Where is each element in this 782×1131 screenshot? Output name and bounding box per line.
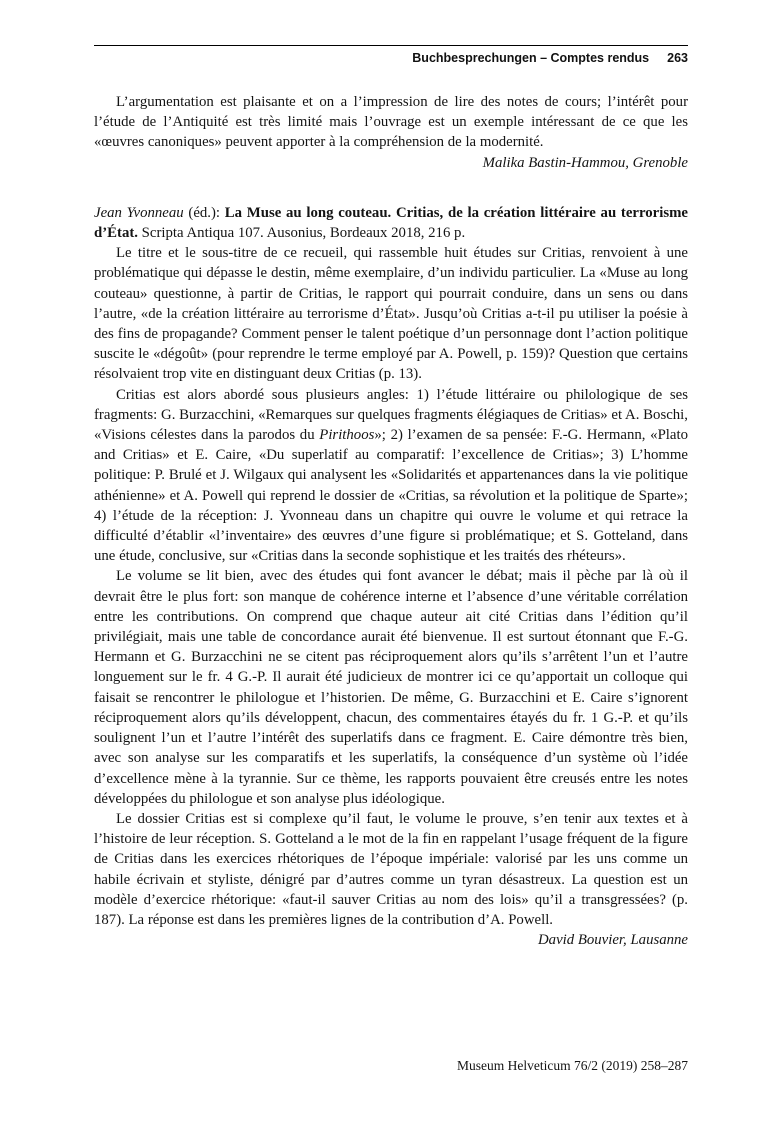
review-paragraph (94, 243, 688, 384)
journal-citation: Museum Helveticum 76/2 (2019) 258–287 (457, 1058, 688, 1073)
text-run: Jean Yvonneau (94, 204, 184, 221)
header-rule (94, 45, 688, 46)
page-content (94, 92, 688, 950)
text-run: Critias est alors abordé sous plusieurs angles: 1) l’étude littéraire ou philologique de ses fragments: G. Burzacchini, «Remarques sur quelques fragments élégiaques de Critias» et A. Boschi, «Visions célestes dans la parodos du (94, 386, 688, 444)
review-body (94, 243, 688, 930)
review-paragraph (94, 809, 688, 930)
review-attribution: David Bouvier, Lausanne (537, 932, 688, 949)
text-run: (éd.): (183, 204, 225, 221)
text-run: Pirithoos (319, 427, 375, 444)
text-run: Scripta Antiqua 107. Ausonius, Bordeaux 2018, 216 p. (137, 225, 466, 242)
text-run: Le volume se lit bien, avec des études qui font avancer le débat; mais il pèche par là où il devrait être le plus fort: son manque de cohérence interne et l’absence d’une véritable corrélation entre les contributions. On comprend que chaque auteur ait cité Critias dans l’édition qu’il privilégiait, mais une table de concordance aurait été bienvenue. Il est surtout étonnant que F.-G. Hermann et G. Burzacchini ne se citent pas réciproquement alors qu’ils s’arrêtent l’un et l’autre longuement sur le fr. 4 G.-P. Il aurait été judicieux de montrer ici ce qu’apportait un colloque qui faisait se rencontrer le philologue et l’historien. De même, G. Burzacchini et E. Caire s’ignorent réciproquement alors qu’ils développent, chacun, des commentaires étayés du fr. 1 G.-P. et qu’ils soulignent l’un et l’autre l’intérêt des superlatifs dans ce fragment. E. Caire démontre très bien, avec son analyse sur les comparatifs et les superlatifs, la conséquence d’un système où l’idée d’excellence mène à la tyrannie. Sur ce thème, les rapports pouvaient être creusés entre les notes développées du philologue et son analyse plus idéologique. (94, 568, 688, 807)
page-header (94, 45, 688, 66)
page-number: 263 (667, 51, 688, 65)
running-head-line (94, 51, 688, 66)
text-run: Le titre et le sous-titre de ce recueil, qui rassemble huit études sur Critias, renvoient à une problématique qui dépasse le destin, même exemplaire, d’un individu particulier. La «Muse au long couteau» questionne, à partir de Critias, le rapport qui pourrait conduire, dans un sens ou dans l’autre, «de la création littéraire au terrorisme d’État». Jusqu’où Critias a-t-il pu utiliser la poésie à des fins de propagande? Comment penser le talent poétique d’un personnage dont l’action politique suscite le «dégoût» (pour reprendre le terme employé par A. Powell, p. 159)? Question que certains résolvaient trop vite en distinguant deux Critias (p. 13). (94, 245, 688, 383)
text-run: Le dossier Critias est si complexe qu’il faut, le volume le prouve, s’en tenir aux textes et à l’histoire de leur réception. S. Gotteland a le mot de la fin en rappelant l’usage fréquent de la figure de Critias dans les exercices rhétoriques de l’époque impériale: valorisé par les uns comme un habile écrivain et styliste, dénigré par d’autres comme un tyran désastreux. La question est un modèle d’exercice rhétorique: «faut-il sauver Critias au nom des lois» qu’il a transgressées? (p. 187). La réponse est dans les premières lignes de la contribution d’A. Powell. (94, 810, 688, 928)
review-paragraph (94, 566, 688, 808)
text-run: La Muse au long couteau. Critias, de la création littéraire au terrorisme d’État. (94, 204, 689, 242)
text-run: »; 2) l’examen de sa pensée: F.-G. Hermann, «Plato and Critias» et E. Caire, «Du superlatif au comparatif: l’excellence de Critias»; 3) L’homme politique: P. Brulé et J. Wilgaux qui analysent les «Solidarités et appartenances dans la vie politique athénienne» et A. Powell qui reprend le dossier de «Critias, sa révolution et la politique de Sparte»; 4) l’étude de la réception: J. Yvonneau dans un chapitre qui ouvre le volume et qui retrace la difficulté d’établir «l’inventaire» des œuvres d’une figure si problématique; et S. Gotteland, dans une étude, conclusive, sur «Critias dans la seconde sophistique et les traités des rhéteurs». (94, 427, 688, 565)
page-footer (457, 1057, 688, 1074)
previous-review-attribution: Malika Bastin-Hammou, Grenoble (482, 154, 688, 171)
review-paragraph (94, 385, 688, 567)
previous-review-closing-paragraph: L’argumentation est plaisante et on a l’impression de lire des notes de cours; l’intérêt pour l’étude de l’Antiquité est très limité mais l’ouvrage est un exemple intéressant de ce que les «œuvres canoniques» peuvent apporter à la compréhension de la modernité. (94, 94, 688, 151)
running-head: Buchbesprechungen – Comptes rendus (412, 51, 650, 65)
review-heading (94, 203, 688, 243)
